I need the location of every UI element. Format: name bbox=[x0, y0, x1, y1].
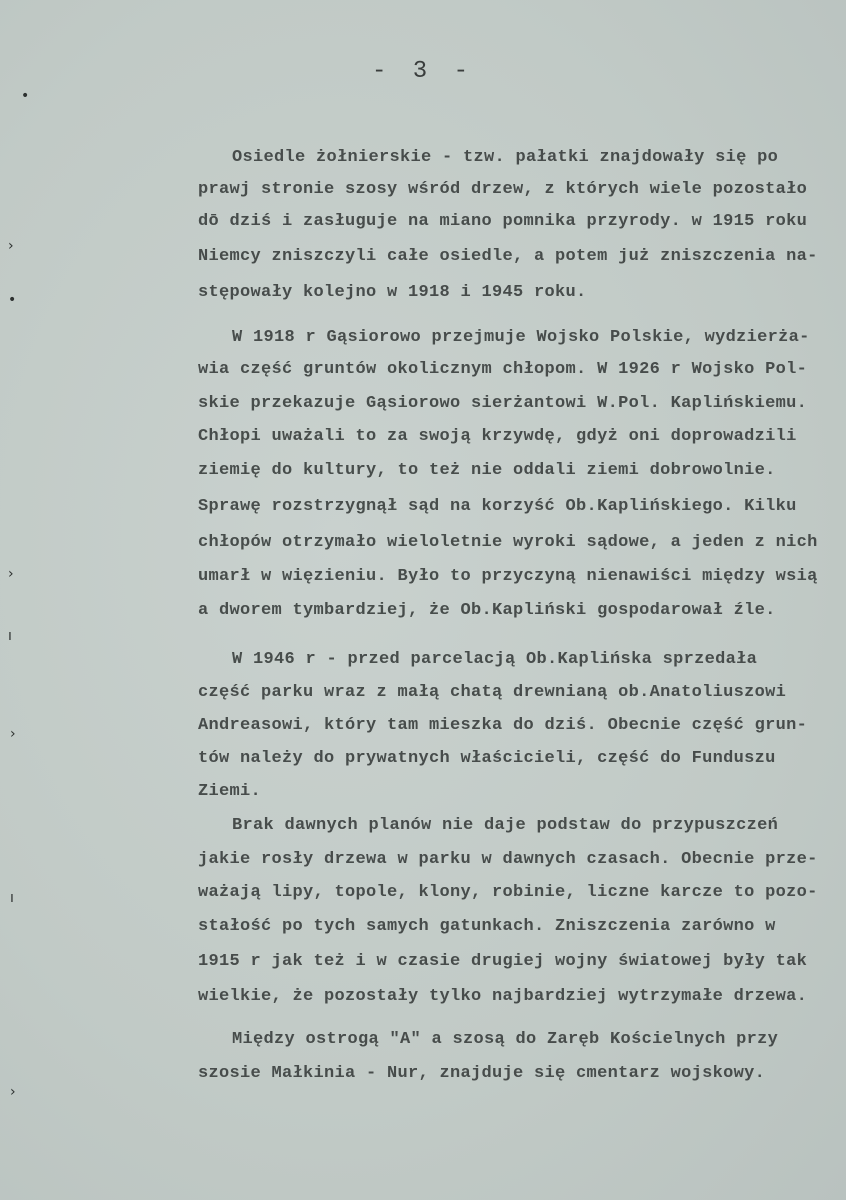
margin-mark: • bbox=[21, 88, 30, 104]
text-line: umarł w więzieniu. Było to przyczyną nienawiści między wsią bbox=[198, 567, 818, 586]
text-line: chłopów otrzymało wieloletnie wyroki sądowe, a jeden z nich bbox=[198, 533, 818, 552]
text-line: prawj stronie szosy wśród drzew, z których wiele pozostało bbox=[198, 180, 808, 199]
text-line: ziemię do kultury, to też nie oddali ziemi dobrowolnie. bbox=[198, 461, 776, 480]
text-line: jakie rosły drzewa w parku w dawnych czasach. Obecnie prze- bbox=[198, 850, 818, 869]
text-line: część parku wraz z małą chatą drewnianą ob.Anatoliuszowi bbox=[198, 683, 787, 702]
page-number: - 3 - bbox=[371, 58, 474, 85]
margin-mark: › bbox=[8, 566, 14, 582]
margin-mark: › bbox=[10, 726, 16, 742]
text-line: Niemcy zniszczyli całe osiedle, a potem już zniszczenia na- bbox=[198, 247, 818, 266]
text-line: Brak dawnych planów nie daje podstaw do przypuszczeń bbox=[232, 816, 779, 835]
text-line: wia część gruntów okolicznym chłopom. W 1926 r Wojsko Pol- bbox=[198, 360, 808, 379]
text-line: Ziemi. bbox=[198, 782, 262, 801]
text-line: Między ostrogą "A" a szosą do Zaręb Kościelnych przy bbox=[232, 1030, 779, 1049]
margin-mark: › bbox=[8, 238, 14, 254]
margin-mark: ı bbox=[10, 890, 14, 906]
text-line: W 1918 r Gąsiorowo przejmuje Wojsko Polskie, wydzierża- bbox=[232, 328, 810, 347]
text-line: dō dziś i zasługuje na miano pomnika przyrody. w 1915 roku bbox=[198, 212, 808, 231]
text-line: ważają lipy, topole, klony, robinie, liczne karcze to pozo- bbox=[198, 883, 818, 902]
text-line: Andreasowi, który tam mieszka do dziś. Obecnie część grun- bbox=[198, 716, 808, 735]
text-line: wielkie, że pozostały tylko najbardziej wytrzymałe drzewa. bbox=[198, 987, 808, 1006]
text-line: skie przekazuje Gąsiorowo sierżantowi W.Pol. Kaplińskiemu. bbox=[198, 394, 808, 413]
text-line: Osiedle żołnierskie - tzw. pałatki znajdowały się po bbox=[232, 148, 779, 167]
text-line: Sprawę rozstrzygnął sąd na korzyść Ob.Kaplińskiego. Kilku bbox=[198, 497, 797, 516]
text-line: stępowały kolejno w 1918 i 1945 roku. bbox=[198, 283, 587, 302]
text-line: stałość po tych samych gatunkach. Zniszczenia zarówno w bbox=[198, 917, 776, 936]
text-line: tów należy do prywatnych właścicieli, część do Funduszu bbox=[198, 749, 776, 768]
text-line: szosie Małkinia - Nur, znajduje się cmentarz wojskowy. bbox=[198, 1064, 766, 1083]
margin-mark: ı bbox=[8, 628, 12, 644]
margin-mark: › bbox=[10, 1084, 16, 1100]
margin-mark: • bbox=[8, 292, 17, 308]
text-line: a dworem tymbardziej, że Ob.Kapliński gospodarował źle. bbox=[198, 601, 776, 620]
text-line: Chłopi uważali to za swoją krzywdę, gdyż oni doprowadzili bbox=[198, 427, 797, 446]
text-line: W 1946 r - przed parcelacją Ob.Kaplińska sprzedała bbox=[232, 650, 758, 669]
text-line: 1915 r jak też i w czasie drugiej wojny światowej były tak bbox=[198, 952, 808, 971]
